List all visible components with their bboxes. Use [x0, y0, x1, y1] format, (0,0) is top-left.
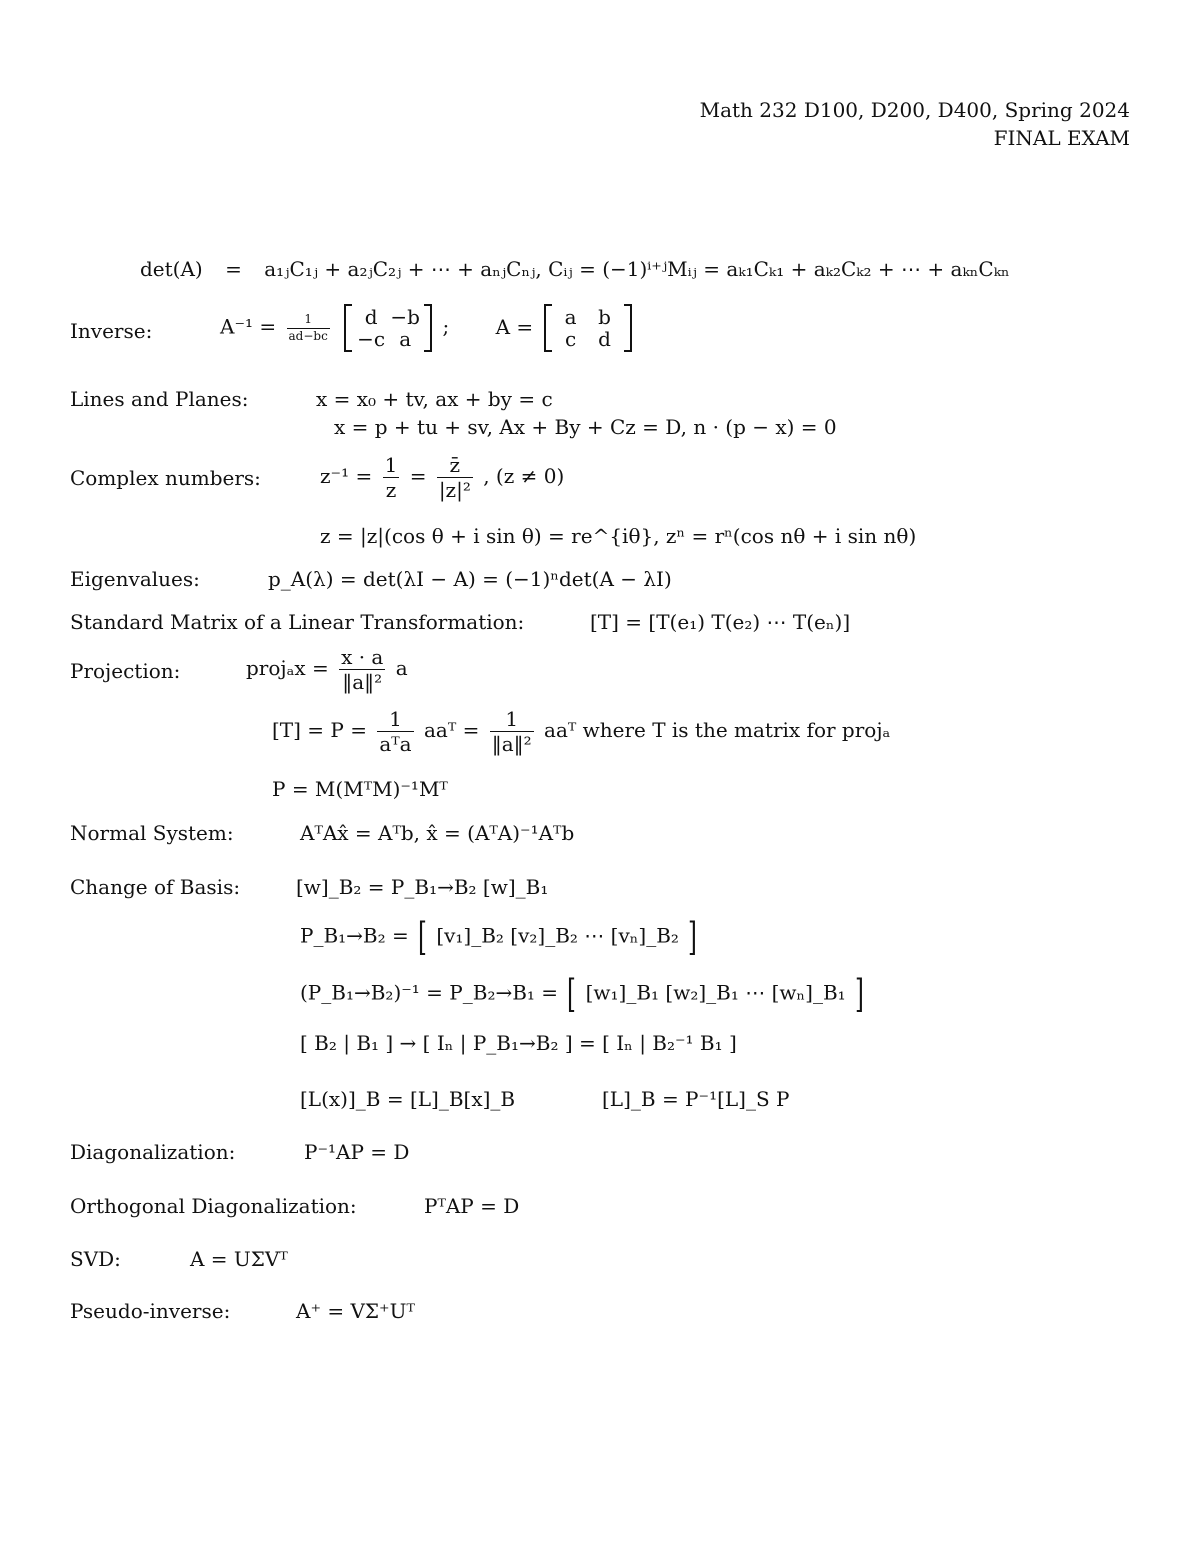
- diag-formula: P⁻¹AP = D: [304, 1140, 410, 1164]
- projection-matrix: [272, 708, 890, 755]
- pm-mid: aaᵀ =: [423, 718, 480, 742]
- frac-den: aᵀa: [379, 732, 412, 756]
- basis-label: Change of Basis:: [70, 875, 241, 899]
- course-title: Math 232 D100, D200, D400, Spring 2024: [699, 98, 1130, 122]
- complex-eq: =: [409, 464, 427, 488]
- inverse-sep: ;: [442, 314, 450, 339]
- inverse-lhs: A⁻¹ =: [220, 314, 277, 339]
- pm-frac2: [490, 708, 534, 755]
- pm-frac1: [377, 708, 413, 755]
- proj-tail: a: [395, 656, 408, 680]
- det-eq: =: [225, 257, 242, 281]
- standard-formula: [T] = [T(e₁) T(e₂) ⋯ T(eₙ)]: [590, 610, 851, 634]
- basis-l2-lhs: P_B₁→B₂ =: [300, 923, 409, 948]
- bracket-right-icon: ]: [855, 972, 864, 1016]
- line-equation: x = x₀ + tv, ax + by = c: [316, 387, 553, 411]
- bracket-left-icon: [: [567, 972, 577, 1016]
- projection-label: Projection:: [70, 659, 181, 683]
- basis-line5a: [L(x)]_B = [L]_B[x]_B: [300, 1087, 516, 1111]
- basis-line3: [300, 972, 867, 1016]
- basis-line2: [300, 915, 700, 959]
- pinv-formula: A⁺ = VΣ⁺Uᵀ: [296, 1299, 415, 1323]
- eigen-formula: p_A(λ) = det(λI − A) = (−1)ⁿdet(A − λI): [268, 567, 672, 591]
- determinant-formula: [140, 258, 1010, 280]
- frac-den: ‖a‖²: [342, 670, 383, 694]
- m1-cell: a: [399, 327, 412, 351]
- det-lhs: det(A): [140, 257, 203, 281]
- complex-frac1: [383, 454, 400, 501]
- basis-line5b: [L]_B = P⁻¹[L]_S P: [602, 1087, 790, 1111]
- bracket-left-icon: [: [418, 915, 427, 959]
- basis-l2-body: [v₁]_B₂ [v₂]_B₂ ⋯ [vₙ]_B₂: [436, 923, 679, 948]
- complex-lhs: z⁻¹ =: [320, 464, 373, 488]
- m1-cell: −c: [357, 327, 386, 351]
- inverse-formula: [220, 304, 636, 352]
- complex-polar: z = |z|(cos θ + i sin θ) = re^{iθ}, zⁿ = rⁿ(cos nθ + i sin nθ): [320, 524, 917, 548]
- inverse-frac-num: 1: [287, 313, 330, 328]
- complex-frac2: [437, 454, 473, 501]
- svd-label: SVD:: [70, 1247, 121, 1271]
- svd-formula: A = UΣVᵀ: [190, 1247, 288, 1271]
- frac-num: 1: [384, 453, 398, 477]
- m2-cell: b: [598, 305, 611, 329]
- frac-den: |z|²: [438, 478, 471, 502]
- matrix-a-lhs: A =: [495, 314, 534, 339]
- bracket-right-icon: ]: [688, 915, 698, 959]
- m2-cell: c: [564, 327, 577, 351]
- m2-cell: d: [598, 327, 611, 351]
- plane-equation: x = p + tu + sv, Ax + By + Cz = D, n · (p − x) = 0: [334, 415, 837, 439]
- exam-header: [700, 96, 1130, 152]
- frac-num: x · a: [341, 645, 384, 669]
- basis-line4: [ B₂ | B₁ ] → [ Iₙ | P_B₁→B₂ ] = [ Iₙ | B₂⁻¹ B₁ ]: [300, 1031, 737, 1055]
- orth-label: Orthogonal Diagonalization:: [70, 1194, 357, 1218]
- standard-label: Standard Matrix of a Linear Transformation:: [70, 610, 525, 634]
- normal-label: Normal System:: [70, 821, 234, 845]
- projection-formula: [246, 646, 408, 693]
- frac-num: 1: [377, 708, 413, 732]
- m2-cell: a: [564, 305, 577, 329]
- det-rhs: a₁ⱼC₁ⱼ + a₂ⱼC₂ⱼ + ⋯ + aₙⱼCₙⱼ, Cᵢⱼ = (−1)ⁱ⁺ʲMᵢⱼ = aₖ₁Cₖ₁ + aₖ₂Cₖ₂ + ⋯ + aₖₙCₖₙ: [264, 257, 1010, 281]
- frac-den: z: [385, 478, 397, 502]
- frac-den: ‖a‖²: [491, 732, 532, 756]
- pm-tail: aaᵀ where T is the matrix for projₐ: [544, 718, 891, 742]
- inverse-label: Inverse:: [70, 319, 153, 343]
- proj-lhs: projₐx =: [246, 656, 329, 680]
- pinv-label: Pseudo-inverse:: [70, 1299, 231, 1323]
- basis-l3-lhs: (P_B₁→B₂)⁻¹ = P_B₂→B₁ =: [300, 980, 559, 1005]
- orth-formula: PᵀAP = D: [424, 1194, 520, 1218]
- frac-num: 1: [490, 708, 534, 732]
- lines-label: Lines and Planes:: [70, 387, 249, 411]
- inverse-fraction: [287, 313, 330, 342]
- basis-line1: [w]_B₂ = P_B₁→B₂ [w]_B₁: [296, 875, 549, 899]
- diag-label: Diagonalization:: [70, 1140, 236, 1164]
- complex-label: Complex numbers:: [70, 466, 261, 490]
- basis-l3-body: [w₁]_B₁ [w₂]_B₁ ⋯ [wₙ]_B₁: [585, 980, 846, 1005]
- m1-cell: d: [364, 305, 378, 329]
- exam-title: FINAL EXAM: [993, 126, 1130, 150]
- normal-formula: AᵀAx̂ = Aᵀb, x̂ = (AᵀA)⁻¹Aᵀb: [300, 821, 575, 845]
- projection-subspace: P = M(MᵀM)⁻¹Mᵀ: [272, 777, 448, 801]
- inverse-frac-den: ad−bc: [288, 328, 328, 343]
- complex-inverse: [320, 454, 564, 501]
- eigen-label: Eigenvalues:: [70, 567, 200, 591]
- m1-cell: −b: [390, 305, 420, 329]
- inverse-matrix: [344, 304, 432, 352]
- matrix-a: [544, 304, 632, 352]
- frac-num: z̄: [437, 454, 473, 478]
- proj-frac: [339, 646, 385, 693]
- complex-cond: , (z ≠ 0): [483, 464, 565, 488]
- pm-lhs: [T] = P =: [272, 718, 367, 742]
